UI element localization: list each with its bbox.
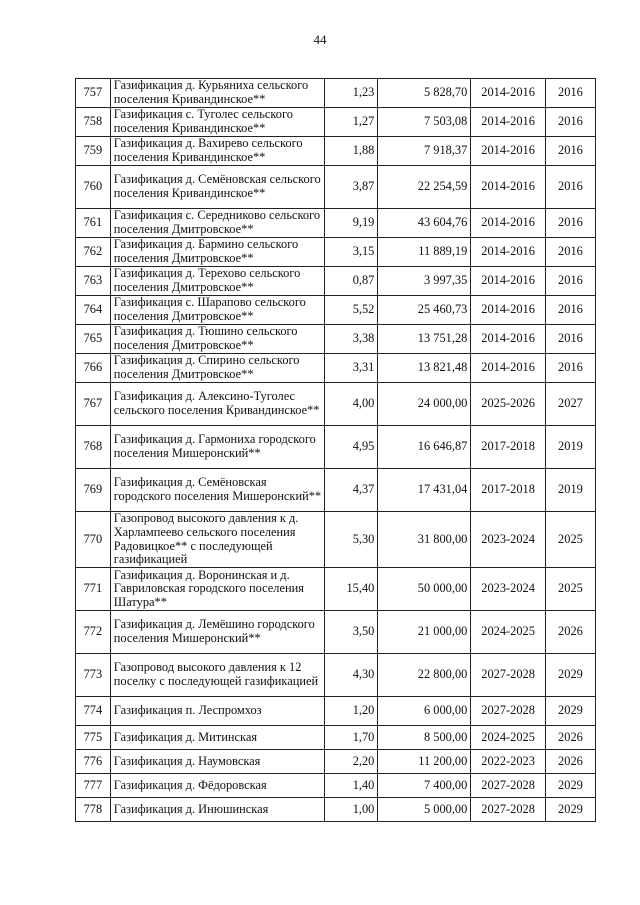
completion-year-cell: 2016 — [545, 296, 595, 325]
cost-cell: 11 200,00 — [378, 750, 471, 774]
completion-year-cell: 2029 — [545, 774, 595, 798]
length-cell: 5,52 — [325, 296, 378, 325]
length-cell: 4,30 — [325, 654, 378, 697]
period-cell: 2024-2025 — [471, 611, 546, 654]
table-row — [76, 654, 596, 697]
completion-year-cell: 2025 — [545, 568, 595, 611]
length-cell: 1,40 — [325, 774, 378, 798]
length-cell: 1,20 — [325, 697, 378, 726]
period-cell: 2023-2024 — [471, 512, 546, 568]
period-cell: 2014-2016 — [471, 79, 546, 108]
table-row — [76, 798, 596, 822]
length-cell: 3,15 — [325, 238, 378, 267]
project-name-cell: Газификация д. Терехово сельского поселения Дмитровское** — [110, 267, 325, 296]
completion-year-cell: 2016 — [545, 325, 595, 354]
length-cell: 5,30 — [325, 512, 378, 568]
row-number-cell: 767 — [76, 383, 111, 426]
completion-year-cell: 2027 — [545, 383, 595, 426]
length-cell: 3,31 — [325, 354, 378, 383]
project-name-cell: Газификация с. Середниково сельского поселения Дмитровское** — [110, 209, 325, 238]
gasification-table-body — [76, 79, 596, 822]
period-cell: 2014-2016 — [471, 238, 546, 267]
length-cell: 4,00 — [325, 383, 378, 426]
row-number-cell: 777 — [76, 774, 111, 798]
cost-cell: 7 400,00 — [378, 774, 471, 798]
length-cell: 0,87 — [325, 267, 378, 296]
project-name-cell: Газификация д. Бармино сельского поселения Дмитровское** — [110, 238, 325, 267]
cost-cell: 31 800,00 — [378, 512, 471, 568]
row-number-cell: 761 — [76, 209, 111, 238]
cost-cell: 6 000,00 — [378, 697, 471, 726]
cost-cell: 16 646,87 — [378, 426, 471, 469]
completion-year-cell: 2016 — [545, 354, 595, 383]
length-cell: 1,70 — [325, 726, 378, 750]
project-name-cell: Газопровод высокого давления к 12 поселку с последующей газификацией — [110, 654, 325, 697]
table-row — [76, 611, 596, 654]
row-number-cell: 764 — [76, 296, 111, 325]
cost-cell: 7 918,37 — [378, 137, 471, 166]
row-number-cell: 766 — [76, 354, 111, 383]
table-row — [76, 238, 596, 267]
completion-year-cell: 2016 — [545, 79, 595, 108]
length-cell: 1,88 — [325, 137, 378, 166]
completion-year-cell: 2026 — [545, 611, 595, 654]
length-cell: 2,20 — [325, 750, 378, 774]
table-row — [76, 726, 596, 750]
row-number-cell: 768 — [76, 426, 111, 469]
period-cell: 2014-2016 — [471, 325, 546, 354]
length-cell: 4,37 — [325, 469, 378, 512]
period-cell: 2027-2028 — [471, 654, 546, 697]
period-cell: 2025-2026 — [471, 383, 546, 426]
project-name-cell: Газификация д. Гармониха городского поселения Мишеронский** — [110, 426, 325, 469]
table-row — [76, 774, 596, 798]
table-row — [76, 568, 596, 611]
cost-cell: 43 604,76 — [378, 209, 471, 238]
period-cell: 2014-2016 — [471, 209, 546, 238]
project-name-cell: Газификация д. Воронинская и д. Гавриловская городского поселения Шатура** — [110, 568, 325, 611]
period-cell: 2022-2023 — [471, 750, 546, 774]
table-row — [76, 325, 596, 354]
cost-cell: 5 000,00 — [378, 798, 471, 822]
row-number-cell: 778 — [76, 798, 111, 822]
cost-cell: 8 500,00 — [378, 726, 471, 750]
period-cell: 2014-2016 — [471, 108, 546, 137]
row-number-cell: 771 — [76, 568, 111, 611]
row-number-cell: 776 — [76, 750, 111, 774]
project-name-cell: Газификация д. Тюшино сельского поселения Дмитровское** — [110, 325, 325, 354]
period-cell: 2027-2028 — [471, 798, 546, 822]
row-number-cell: 759 — [76, 137, 111, 166]
cost-cell: 3 997,35 — [378, 267, 471, 296]
completion-year-cell: 2026 — [545, 750, 595, 774]
length-cell: 4,95 — [325, 426, 378, 469]
cost-cell: 7 503,08 — [378, 108, 471, 137]
table-row — [76, 209, 596, 238]
row-number-cell: 762 — [76, 238, 111, 267]
row-number-cell: 772 — [76, 611, 111, 654]
length-cell: 3,87 — [325, 166, 378, 209]
length-cell: 3,38 — [325, 325, 378, 354]
period-cell: 2017-2018 — [471, 469, 546, 512]
cost-cell: 25 460,73 — [378, 296, 471, 325]
table-row — [76, 108, 596, 137]
table-row — [76, 469, 596, 512]
period-cell: 2014-2016 — [471, 296, 546, 325]
table-row — [76, 137, 596, 166]
period-cell: 2027-2028 — [471, 697, 546, 726]
cost-cell: 13 751,28 — [378, 325, 471, 354]
period-cell: 2014-2016 — [471, 354, 546, 383]
period-cell: 2014-2016 — [471, 166, 546, 209]
row-number-cell: 760 — [76, 166, 111, 209]
row-number-cell: 775 — [76, 726, 111, 750]
row-number-cell: 769 — [76, 469, 111, 512]
length-cell: 9,19 — [325, 209, 378, 238]
table-row — [76, 79, 596, 108]
project-name-cell: Газификация д. Алексино-Туголес сельского поселения Кривандинское** — [110, 383, 325, 426]
row-number-cell: 758 — [76, 108, 111, 137]
period-cell: 2017-2018 — [471, 426, 546, 469]
completion-year-cell: 2016 — [545, 267, 595, 296]
completion-year-cell: 2016 — [545, 238, 595, 267]
table-row — [76, 296, 596, 325]
table-row — [76, 512, 596, 568]
period-cell: 2024-2025 — [471, 726, 546, 750]
completion-year-cell: 2029 — [545, 798, 595, 822]
project-name-cell: Газификация с. Туголес сельского поселения Кривандинское** — [110, 108, 325, 137]
project-name-cell: Газификация с. Шарапово сельского поселения Дмитровское** — [110, 296, 325, 325]
length-cell: 15,40 — [325, 568, 378, 611]
row-number-cell: 773 — [76, 654, 111, 697]
cost-cell: 21 000,00 — [378, 611, 471, 654]
page-number: 44 — [313, 32, 327, 47]
table-row — [76, 697, 596, 726]
period-cell: 2027-2028 — [471, 774, 546, 798]
row-number-cell: 763 — [76, 267, 111, 296]
completion-year-cell: 2025 — [545, 512, 595, 568]
completion-year-cell: 2029 — [545, 654, 595, 697]
period-cell: 2014-2016 — [471, 267, 546, 296]
project-name-cell: Газификация д. Лемёшино городского поселения Мишеронский** — [110, 611, 325, 654]
gasification-table — [75, 78, 596, 822]
project-name-cell: Газификация п. Леспромхоз — [110, 697, 325, 726]
project-name-cell: Газопровод высокого давления к д. Харлампеево сельского поселения Радовицкое** с последующей газификацией — [110, 512, 325, 568]
project-name-cell: Газификация д. Инюшинская — [110, 798, 325, 822]
length-cell: 1,23 — [325, 79, 378, 108]
period-cell: 2023-2024 — [471, 568, 546, 611]
row-number-cell: 770 — [76, 512, 111, 568]
cost-cell: 22 254,59 — [378, 166, 471, 209]
cost-cell: 13 821,48 — [378, 354, 471, 383]
table-row — [76, 383, 596, 426]
project-name-cell: Газификация д. Курьяниха сельского поселения Кривандинское** — [110, 79, 325, 108]
row-number-cell: 765 — [76, 325, 111, 354]
project-name-cell: Газификация д. Вахирево сельского поселения Кривандинское** — [110, 137, 325, 166]
completion-year-cell: 2019 — [545, 469, 595, 512]
completion-year-cell: 2019 — [545, 426, 595, 469]
completion-year-cell: 2016 — [545, 137, 595, 166]
project-name-cell: Газификация д. Спирино сельского поселения Дмитровское** — [110, 354, 325, 383]
length-cell: 1,27 — [325, 108, 378, 137]
table-row — [76, 750, 596, 774]
length-cell: 1,00 — [325, 798, 378, 822]
cost-cell: 17 431,04 — [378, 469, 471, 512]
cost-cell: 50 000,00 — [378, 568, 471, 611]
project-name-cell: Газификация д. Семёновская сельского поселения Кривандинское** — [110, 166, 325, 209]
completion-year-cell: 2016 — [545, 209, 595, 238]
project-name-cell: Газификация д. Фёдоровская — [110, 774, 325, 798]
row-number-cell: 774 — [76, 697, 111, 726]
row-number-cell: 757 — [76, 79, 111, 108]
period-cell: 2014-2016 — [471, 137, 546, 166]
project-name-cell: Газификация д. Семёновская городского поселения Мишеронский** — [110, 469, 325, 512]
table-row — [76, 354, 596, 383]
table-row — [76, 166, 596, 209]
completion-year-cell: 2029 — [545, 697, 595, 726]
length-cell: 3,50 — [325, 611, 378, 654]
cost-cell: 24 000,00 — [378, 383, 471, 426]
completion-year-cell: 2016 — [545, 108, 595, 137]
table-row — [76, 267, 596, 296]
cost-cell: 5 828,70 — [378, 79, 471, 108]
completion-year-cell: 2026 — [545, 726, 595, 750]
project-name-cell: Газификация д. Наумовская — [110, 750, 325, 774]
cost-cell: 22 800,00 — [378, 654, 471, 697]
completion-year-cell: 2016 — [545, 166, 595, 209]
cost-cell: 11 889,19 — [378, 238, 471, 267]
table-row — [76, 426, 596, 469]
project-name-cell: Газификация д. Митинская — [110, 726, 325, 750]
